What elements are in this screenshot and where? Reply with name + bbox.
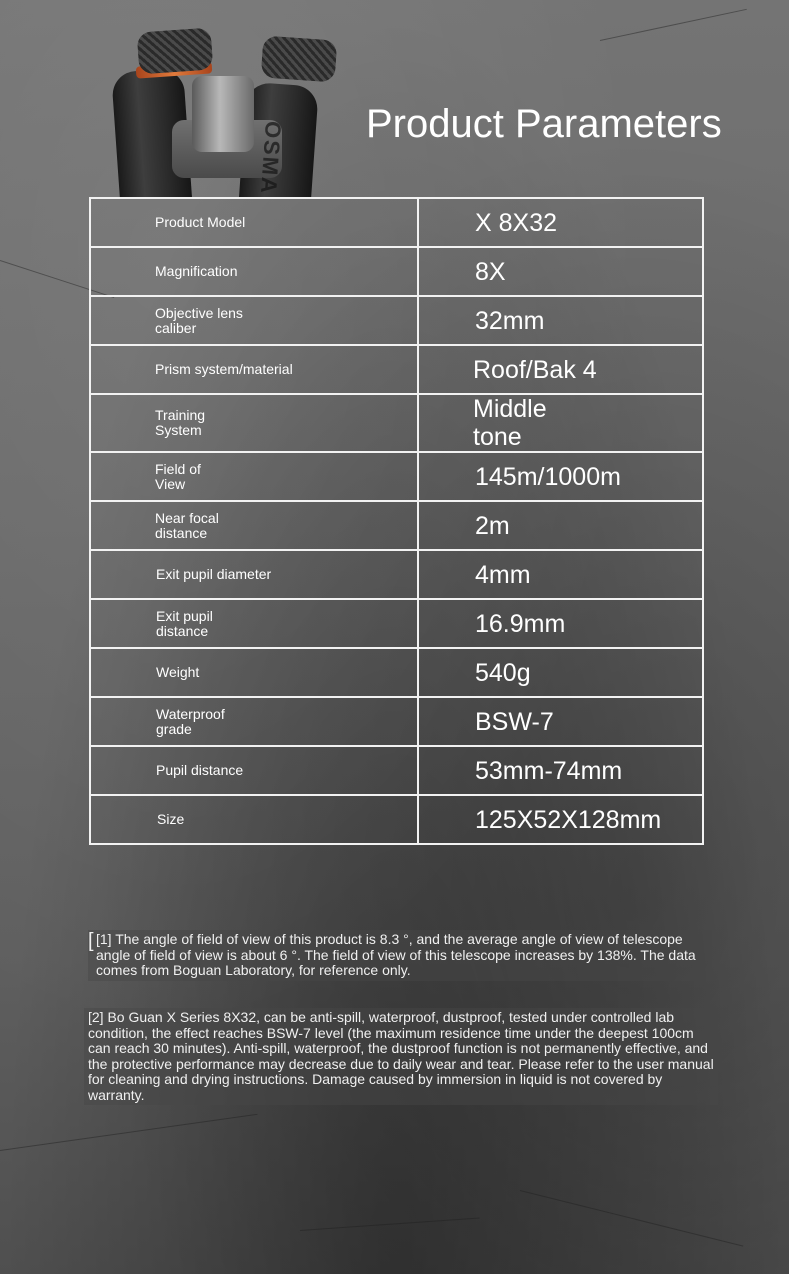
param-label: Objective lens caliber xyxy=(90,296,418,345)
footnote-bracket: [ xyxy=(88,930,94,952)
param-value: 540g xyxy=(418,648,703,697)
footnote-2-text: [2] Bo Guan X Series 8X32, can be anti-spill, waterproof, dustproof, tested under controlled lab condition, the effect reaches BSW-7 level (the maximum residence time under the deepest 100cm can reach 30 minutes). Anti-spill, waterproof, the dustproof function is not permanently effective, and the protective performance may decrease due to daily wear and tear. Please refer to the user manual for cleaning and drying instructions. Damage caused by immersion in liquid is not covered by warranty. xyxy=(88,1009,714,1103)
table-row xyxy=(90,247,703,296)
param-label: Exit pupil diameter xyxy=(90,550,418,599)
footnote-1-text: [1] The angle of field of view of this product is 8.3 °, and the average angle of view of telescope angle of field of view is about 6 °. The field of view of this telescope increases by 138%. The data comes from Boguan Laboratory, for reference only. xyxy=(96,931,696,978)
param-label: Pupil distance xyxy=(90,746,418,795)
table-row xyxy=(90,795,703,844)
table-row xyxy=(90,345,703,394)
param-label: Weight xyxy=(90,648,418,697)
binocular-right-eyecup xyxy=(261,35,338,82)
param-value: 32mm xyxy=(418,296,703,345)
footnote-2 xyxy=(84,1008,718,1105)
background-crack xyxy=(0,1114,258,1151)
binocular-left-eyecup xyxy=(137,27,214,74)
background-crack xyxy=(300,1217,480,1231)
table-row xyxy=(90,198,703,247)
param-label: Size xyxy=(90,795,418,844)
page-title: Product Parameters xyxy=(366,102,722,146)
table-row xyxy=(90,599,703,648)
param-value: 2m xyxy=(418,501,703,550)
param-value: BSW-7 xyxy=(418,697,703,746)
param-value: 145m/1000m xyxy=(418,452,703,501)
param-value: X 8X32 xyxy=(418,198,703,247)
param-label: Magnification xyxy=(90,247,418,296)
parameters-table xyxy=(89,197,704,845)
param-label: Prism system/material xyxy=(90,345,418,394)
background-crack xyxy=(520,1190,743,1247)
param-value: 125X52X128mm xyxy=(418,795,703,844)
param-value: Roof/Bak 4 xyxy=(418,345,703,394)
binocular-focus-wheel xyxy=(192,76,254,152)
table-row xyxy=(90,746,703,795)
table-row xyxy=(90,394,703,452)
param-value: 8X xyxy=(418,247,703,296)
param-label: Exit pupil distance xyxy=(90,599,418,648)
table-row xyxy=(90,648,703,697)
param-value: Middle tone xyxy=(418,394,703,452)
param-label: Field of View xyxy=(90,452,418,501)
param-label: Near focal distance xyxy=(90,501,418,550)
binocular-barrel-logo: OSMA xyxy=(255,120,286,196)
param-value: 4mm xyxy=(418,550,703,599)
footnote-1 xyxy=(88,930,712,981)
table-row xyxy=(90,296,703,345)
table-row xyxy=(90,550,703,599)
param-label: Product Model xyxy=(90,198,418,247)
product-image-binoculars xyxy=(100,22,340,198)
table-row xyxy=(90,501,703,550)
background-crack xyxy=(600,9,747,41)
param-value: 16.9mm xyxy=(418,599,703,648)
param-value: 53mm-74mm xyxy=(418,746,703,795)
param-label: Training System xyxy=(90,394,418,452)
param-label: Waterproof grade xyxy=(90,697,418,746)
table-row xyxy=(90,697,703,746)
table-row xyxy=(90,452,703,501)
